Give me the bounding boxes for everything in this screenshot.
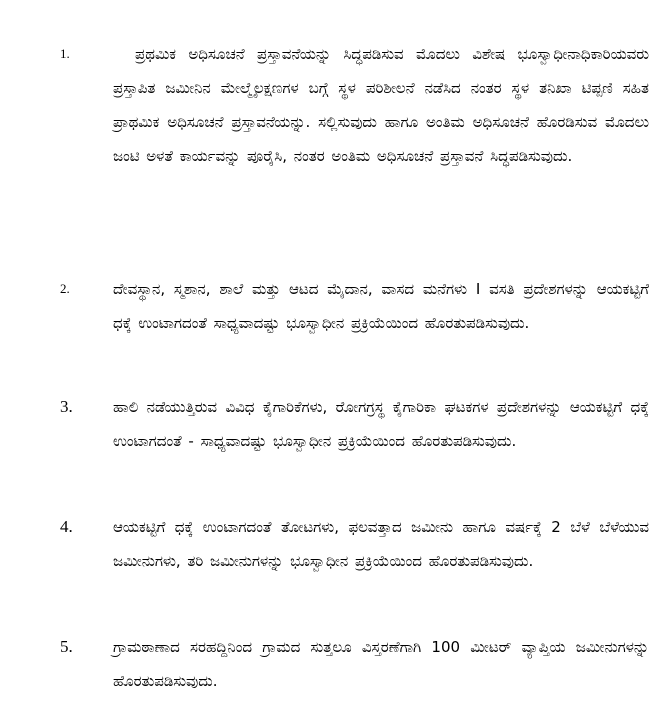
item-number: 4. (60, 517, 73, 536)
item-number: 3. (60, 397, 73, 416)
item-text: ದೇವಸ್ಥಾನ, ಸ್ಮಶಾನ, ಶಾಲೆ ಮತ್ತು ಆಟದ ಮೈದಾನ, ವಾಸದ ಮನೆಗಳು I ವಸತಿ ಪ್ರದೇಶಗಳನ್ನು ಆಯಕಟ್ಟಿಗೆ ಧಕ್ಕೆ ಉಂಟಾಗದಂತೆ ಸಾಧ್ಯವಾದಷ್ಟು ಭೂಸ್ವಾಧೀನ ಪ್ರಕ್ರಿಯೆಯಿಂದ ಹೊರತುಪಡಿಸುವುದು. (113, 280, 649, 332)
item-number: 5. (60, 637, 73, 656)
item-text: ಹಾಲಿ ನಡೆಯುತ್ತಿರುವ ವಿವಿಧ ಕೈಗಾರಿಕೆಗಳು, ರೋಗಗ್ರಸ್ಥ ಕೈಗಾರಿಕಾ ಘಟಕಗಳ ಪ್ರದೇಶಗಳನ್ನು ಆಯಕಟ್ಟಿಗೆ ಧಕ್ಕೆ ಉಂಟಾಗದಂತೆ - ಸಾಧ್ಯವಾದಷ್ಟು ಭೂಸ್ವಾಧೀನ ಪ್ರಕ್ರಿಯೆಯಿಂದ ಹೊರತುಪಡಿಸುವುದು. (113, 398, 649, 450)
item-text: ಗ್ರಾಮಠಾಣಾದ ಸರಹದ್ದಿನಿಂದ ಗ್ರಾಮದ ಸುತ್ತಲೂ ವಿಸ್ತರಣೆಗಾಗಿ 100 ಮೀಟರ್ ವ್ಯಾಪ್ತಿಯ ಜಮೀನುಗಳನ್ನು ಹೊರತುಪಡಿಸುವುದು. (113, 638, 649, 690)
item-text: ಪ್ರಥಮಿಕ ಅಧಿಸೂಚನೆ ಪ್ರಸ್ತಾವನೆಯನ್ನು ಸಿದ್ಧಪಡಿಸುವ ಮೊದಲು ವಿಶೇಷ ಭೂಸ್ವಾಧೀನಾಧಿಕಾರಿಯವರು ಪ್ರಸ್ತಾಪಿತ ಜಮೀನಿನ ಮೇಲ್ಮೈಲಕ್ಷಣಗಳ ಬಗ್ಗೆ ಸ್ಥಳ ಪರಿಶೀಲನೆ ನಡೆಸಿದ ನಂತರ ಸ್ಥಳ ತನಿಖಾ ಟಿಪ್ಪಣಿ ಸಹಿತ ಪ್ರಾಥಮಿಕ ಅಧಿಸೂಚನೆ ಪ್ರಸ್ತಾವನೆಯನ್ನು. ಸಲ್ಲಿಸುವುದು ಹಾಗೂ ಅಂತಿಮ ಅಧಿಸೂಚನೆ ಹೊರಡಿಸುವ ಮೊದಲು ಜಂಟಿ ಅಳತೆ ಕಾರ್ಯವನ್ನು ಪೂರೈಸಿ, ನಂತರ ಅಂತಿಮ ಅಧಿಸೂಚನೆ ಪ್ರಸ್ತಾವನೆ ಸಿದ್ಧಪಡಿಸುವುದು. (113, 45, 649, 165)
item-number: 1. (60, 46, 70, 61)
item-number: 2. (60, 281, 70, 296)
item-text: ಆಯಕಟ್ಟಿಗೆ ಧಕ್ಕೆ ಉಂಟಾಗದಂತೆ ತೋಟಗಳು, ಫಲವತ್ತಾದ ಜಮೀನು ಹಾಗೂ ವರ್ಷಕ್ಕೆ 2 ಬೆಳೆ ಬೆಳೆಯುವ ಜಮೀನುಗಳು, ತರಿ ಜಮೀನುಗಳನ್ನು ಭೂಸ್ವಾಧೀನ ಪ್ರಕ್ರಿಯೆಯಿಂದ ಹೊರತುಪಡಿಸುವುದು. (113, 518, 649, 570)
